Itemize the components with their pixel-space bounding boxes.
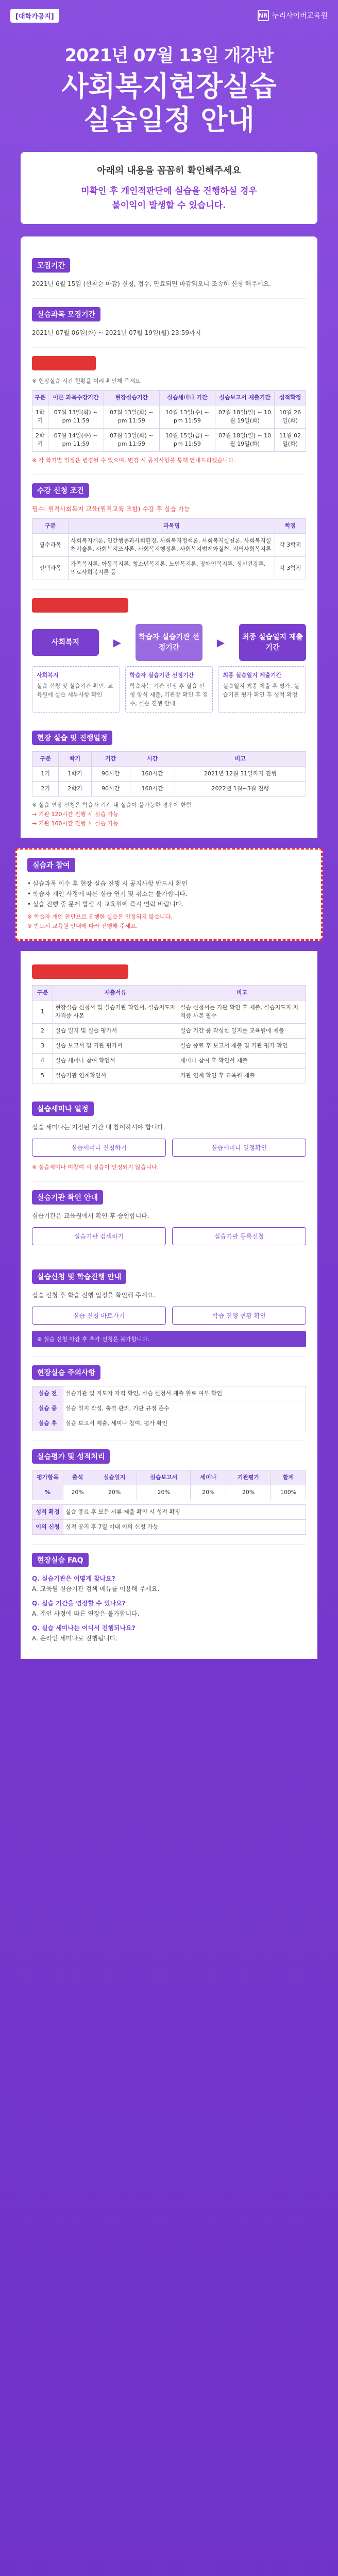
table-cell: 20%	[63, 1485, 92, 1500]
table-cell: 1기	[32, 767, 59, 782]
table-cell: 실습 전	[32, 1386, 63, 1401]
faq-item	[32, 1623, 306, 1643]
section-title: 과목기간 및 일정	[32, 356, 96, 370]
table-row	[32, 782, 306, 796]
progress-button[interactable]: 학습 진행 현황 확인	[172, 1307, 306, 1325]
table-row	[32, 1520, 306, 1535]
table-cell: 실습 보고서 제출, 세미나 참여, 평가 확인	[63, 1416, 306, 1431]
highlight-note: ※ 학습자 개인 판단으로 진행한 실습은 인정되지 않습니다.	[27, 913, 173, 920]
table-header: 성적확정	[275, 391, 306, 405]
table-cell: 실습기관 및 지도자 자격 확인, 실습 신청서 제출 완료 여부 확인	[63, 1386, 306, 1401]
table-cell: 선택과목	[32, 557, 69, 580]
section-practice-schedule	[32, 722, 306, 838]
table-cell: 1	[32, 1001, 53, 1024]
table-cell: 2학기	[59, 782, 91, 796]
institution-register-button[interactable]: 실습기관 등록신청	[172, 1227, 306, 1245]
highlight-line: • 실습과목 이수 후 현장 실습 진행 시 공지사항 반드시 확인	[27, 878, 311, 889]
table-cell: 07월 18일(일) ~ 10월 19일(화)	[215, 429, 275, 452]
notice-tag: [대학가공지]	[10, 9, 59, 23]
process-note-title: 사회복지	[37, 672, 59, 679]
table-cell: 사회복지개론, 인간행동과사회환경, 사회복지정책론, 사회복지실천론, 사회복지실천기술론, 사회복지조사론, 사회복지행정론, 사회복지법제와실천, 지역사회복지론	[69, 534, 275, 557]
apply-bar: ※ 실습 신청 마감 후 추가 신청은 불가합니다.	[32, 1331, 306, 1347]
table-cell: 10월 15일(금) ~ pm 11:59	[159, 429, 215, 452]
process-step: 최종 실습일지 제출기간	[239, 624, 306, 661]
section-caption: ※ 현장실습 시간 현황을 미리 확인해 주세요	[32, 378, 141, 384]
practice-table	[32, 751, 306, 796]
section-seminar	[32, 1093, 306, 1182]
section-details	[32, 956, 306, 1093]
seminar-note: ※ 실습세미나 미참여 시 실습이 인정되지 않습니다.	[32, 1164, 159, 1171]
table-header: 과목명	[69, 519, 275, 534]
table-row	[32, 1401, 306, 1416]
table-cell: 5	[32, 1069, 53, 1083]
section-text: 2021년 6월 15일 (선착순 마감) 신청, 접수, 만료되면 마감되오니 조속히 신청 해주세요.	[32, 280, 271, 287]
table-cell: 07월 13일(화) ~ pm 11:59	[48, 405, 104, 429]
table-header: 평가항목	[32, 1470, 63, 1485]
table-cell: 20%	[226, 1485, 271, 1500]
seminar-buttons	[32, 1139, 306, 1157]
table-cell: 2학기	[32, 429, 48, 452]
section-text: 2021년 07월 06일(화) ~ 2021년 07월 19일(월) 23:59까지	[32, 329, 201, 336]
table-row	[32, 767, 306, 782]
process-note-text: 학습자는 기관 선정 후 실습 신청 양식 제출, 기관장 확인 후 접수, 실습 진행 안내	[129, 683, 208, 707]
table-cell: 1학기	[32, 405, 48, 429]
section-title: 현장실습 FAQ	[32, 1553, 89, 1567]
seminar-schedule-button[interactable]: 실습세미나 일정확인	[172, 1139, 306, 1157]
table-cell: 2기	[32, 782, 59, 796]
faq-answer: A. 온라인 세미나로 진행됩니다.	[32, 1635, 118, 1642]
faq-item	[32, 1573, 306, 1594]
table-cell: 20%	[137, 1485, 191, 1500]
table-cell: 실습 종료 후 모든 서류 제출 확인 시 성적 확정	[63, 1505, 306, 1520]
practice-note: ※ 실습 연장 신청은 학습자 기간 내 실습이 불가능한 경우에 한함	[32, 802, 192, 808]
table-cell: 각 3학점	[275, 534, 306, 557]
section-apply	[32, 1261, 306, 1357]
table-cell: 성적 확정	[32, 1505, 63, 1520]
table-cell: 이의 신청	[32, 1520, 63, 1535]
process-note-text: 실습 신청 및 실습기관 확인, 교육원에 실습 세부사항 확인	[37, 683, 113, 698]
schedule-table	[32, 390, 306, 452]
process-note	[218, 666, 306, 713]
table-cell: 20%	[191, 1485, 226, 1500]
section-title: 모집기간	[32, 258, 70, 273]
table-header: 기간	[91, 752, 130, 767]
table-row	[32, 557, 306, 580]
section-text: 필수: 원격사회복지 교육(원격교육 포함) 수강 후 실습 가능	[32, 505, 190, 513]
table-cell: 실습 종료 후 보고서 제출 및 기관 평가 확인	[178, 1039, 306, 1054]
section-title: 실습평가 및 성적처리	[32, 1449, 110, 1464]
table-cell: 3	[32, 1039, 53, 1054]
table-cell: 실습 보고서 및 기관 평가서	[53, 1039, 178, 1054]
table-cell: 10월 13일(수) ~ pm 11:59	[159, 405, 215, 429]
table-row	[32, 1054, 306, 1069]
apply-buttons	[32, 1307, 306, 1325]
detail-card	[21, 951, 317, 1659]
notice-box	[21, 152, 317, 224]
table-header: 출석	[63, 1470, 92, 1485]
faq-question: Q. 실습 세미나는 어디서 진행되나요?	[32, 1624, 136, 1632]
table-cell: 2	[32, 1024, 53, 1039]
table-cell: %	[32, 1485, 63, 1500]
process-step: 학습자 실습기관 선정기간	[136, 624, 202, 661]
section-cautions	[32, 1357, 306, 1441]
table-row	[32, 1039, 306, 1054]
table-cell: 각 3학점	[275, 557, 306, 580]
section-title: 현장실습 주의사항	[32, 1365, 100, 1380]
table-header: 실습보고서	[137, 1470, 191, 1485]
process-flow	[32, 624, 306, 661]
table-cell: 160시간	[130, 767, 175, 782]
section-text: 실습기관은 교육원에서 확인 후 승인합니다.	[32, 1212, 149, 1219]
grading-table	[32, 1470, 306, 1500]
hero	[0, 31, 338, 137]
table-cell: 필수과목	[32, 534, 69, 557]
table-cell: 실습 일지 및 실습 평가서	[53, 1024, 178, 1039]
table-header: 구분	[32, 986, 53, 1001]
faq-item	[32, 1598, 306, 1619]
section-title: 실습기관 확인 안내	[32, 1190, 103, 1205]
section-title: 실습과목 모집기간	[32, 307, 100, 321]
notice-line-2b: 불이익이 발생할 수 있습니다.	[112, 200, 226, 211]
table-header: 시간	[130, 752, 175, 767]
table-row	[32, 534, 306, 557]
table-header: 실습세미나 기간	[159, 391, 215, 405]
table-cell: 실습 기간 중 작성한 일지를 교육원에 제출	[178, 1024, 306, 1039]
process-note-title: 학습자 실습기관 선정기간	[129, 672, 194, 679]
table-cell: 160시간	[130, 782, 175, 796]
table-cell: 성적 공지 후 7일 이내 이의 신청 가능	[63, 1520, 306, 1535]
arrow-right-icon: ▶	[216, 636, 225, 649]
section-title: 사회복지현장실습 세부사항	[32, 964, 128, 979]
table-header: 비고	[175, 752, 306, 767]
schedule-note: ※ 각 학기별 일정은 변경될 수 있으며, 변경 시 공지사항을 통해 안내드리겠습니다.	[32, 457, 235, 464]
table-cell: 실습 일지 작성, 출결 관리, 기관 규정 준수	[63, 1401, 306, 1416]
highlight-line: • 실습 진행 중 문제 발생 시 교육원에 즉시 연락 바랍니다.	[27, 899, 311, 909]
section-title: 실습세미나 일정	[32, 1101, 94, 1116]
table-header: 학기	[59, 752, 91, 767]
process-note-text: 실습일지 최종 제출 후 평가, 실습기관 평가 확인 후 성적 확정	[223, 683, 299, 698]
highlight-card	[15, 848, 323, 941]
process-note	[125, 666, 213, 713]
table-header: 구분	[32, 519, 69, 534]
section-course-period	[32, 299, 306, 348]
table-header: 이론 과목수강기간	[48, 391, 104, 405]
table-header: 현장실습기간	[104, 391, 159, 405]
table-cell: 실습기관 연계확인서	[53, 1069, 178, 1083]
practice-note: → 기관 120시간 진행 시 실습 가능	[32, 811, 119, 818]
table-row	[32, 1001, 306, 1024]
hero-title-1: 사회복지현장실습	[61, 70, 277, 103]
section-institution	[32, 1182, 306, 1261]
table-cell: 실습 중	[32, 1401, 63, 1416]
table-cell: 07월 18일(일) ~ 10월 19일(화)	[215, 405, 275, 429]
practice-note: → 기관 160시간 진행 시 실습 가능	[32, 820, 119, 827]
conditions-table	[32, 518, 306, 580]
table-row	[32, 1485, 306, 1500]
table-cell: 기관 연계 확인 후 교육원 제출	[178, 1069, 306, 1083]
table-header: 합계	[271, 1470, 306, 1485]
section-conditions	[32, 475, 306, 590]
table-cell: 2022년 1월~3월 진행	[175, 782, 306, 796]
process-note	[32, 666, 120, 713]
table-header: 구분	[32, 752, 59, 767]
process-step: 사회복지	[32, 629, 99, 656]
table-header: 학점	[275, 519, 306, 534]
section-process	[32, 590, 306, 722]
table-cell: 실습 신청서는 기관 확인 후 제출, 실습지도자 자격증 사본 필수	[178, 1001, 306, 1024]
table-cell: 20%	[92, 1485, 137, 1500]
faq-answer: A. 교육원 실습기관 검색 메뉴를 이용해 주세요.	[32, 1585, 160, 1592]
table-header: 구분	[32, 391, 48, 405]
topbar	[0, 0, 338, 31]
faq-question: Q. 실습기관은 어떻게 찾나요?	[32, 1575, 115, 1582]
section-title: 실습과 참여	[27, 858, 75, 872]
section-text: 실습 세미나는 지정된 기간 내 참여하셔야 합니다.	[32, 1124, 165, 1131]
section-title: 수강 신청 조건	[32, 483, 89, 498]
institution-search-button[interactable]: 실습기관 검색하기	[32, 1227, 166, 1245]
institution-buttons	[32, 1227, 306, 1245]
table-cell: 07월 13일(화) ~ pm 11:59	[104, 405, 159, 429]
process-notes	[32, 666, 306, 713]
table-header: 제출서류	[53, 986, 178, 1001]
section-title: 실습신청 및 학습진행 안내	[32, 1269, 126, 1284]
table-header: 실습보고서 제출기간	[215, 391, 275, 405]
apply-button[interactable]: 실습 신청 바로가기	[32, 1307, 166, 1325]
table-cell: 세미나 참여 후 확인서 제출	[178, 1054, 306, 1069]
table-cell: 실습 후	[32, 1416, 63, 1431]
table-cell: 100%	[271, 1485, 306, 1500]
table-header: 기관평가	[226, 1470, 271, 1485]
table-cell: 4	[32, 1054, 53, 1069]
hero-date: 2021년 07월 13일 개강반	[64, 45, 274, 66]
table-header: 실습일지	[92, 1470, 137, 1485]
table-cell: 11월 02일(화)	[275, 429, 306, 452]
process-note-title: 최종 실습일지 제출기간	[223, 672, 282, 679]
table-row	[32, 405, 306, 429]
section-title: 현장 실습 및 진행일정	[32, 731, 112, 745]
logo-icon: NR	[258, 10, 269, 21]
table-cell: 10월 26일(화)	[275, 405, 306, 429]
faq-answer: A. 개인 사정에 따른 연장은 불가합니다.	[32, 1610, 140, 1617]
notice-line-2a: 미확인 후 개인적판단에 실습을 진행하실 경우	[81, 186, 257, 196]
section-recruit	[32, 250, 306, 299]
brand-name: 누리사이버교육원	[272, 12, 328, 20]
table-cell: 가족복지론, 아동복지론, 청소년복지론, 노인복지론, 장애인복지론, 정신건강론, 의료사회복지론 등	[69, 557, 275, 580]
table-row	[32, 1024, 306, 1039]
table-cell: 90시간	[91, 767, 130, 782]
table-cell: 1학기	[59, 767, 91, 782]
table-cell: 90시간	[91, 782, 130, 796]
highlight-note: ※ 반드시 교육원 안내에 따라 진행해 주세요.	[27, 923, 138, 929]
section-grading	[32, 1441, 306, 1545]
section-text: 실습 신청 후 학습 진행 일정을 확인해 주세요.	[32, 1292, 156, 1299]
main-card	[21, 236, 317, 838]
table-header: 비고	[178, 986, 306, 1001]
notice-line-1: 아래의 내용을 꼼꼼히 확인해주세요	[97, 165, 241, 176]
table-cell: 실습 세미나 참여 확인서	[53, 1054, 178, 1069]
table-cell: 현장실습 신청서 및 실습기관 확인서, 실습지도자 자격증 사본	[53, 1001, 178, 1024]
grading-rules-table	[32, 1504, 306, 1535]
hero-title-2: 실습일정 안내	[83, 104, 255, 136]
table-row	[32, 1386, 306, 1401]
details-table	[32, 985, 306, 1083]
section-faq	[32, 1545, 306, 1659]
seminar-apply-button[interactable]: 실습세미나 신청하기	[32, 1139, 166, 1157]
highlight-line: • 학습자 개인 사정에 따른 실습 연기 및 취소는 불가합니다.	[27, 889, 311, 899]
arrow-right-icon: ▶	[113, 636, 122, 649]
brand[interactable]	[258, 10, 328, 21]
table-cell: 07월 14일(수) ~ pm 11:59	[48, 429, 104, 452]
table-row	[32, 1416, 306, 1431]
table-cell: 07월 13일(화) ~ pm 11:59	[104, 429, 159, 452]
faq-question: Q. 실습 기간을 연장할 수 있나요?	[32, 1600, 126, 1607]
table-row	[32, 1505, 306, 1520]
table-row	[32, 1069, 306, 1083]
section-title: 사회복지현장실습 진행절차	[32, 598, 128, 613]
table-cell: 2021년 12월 31일까지 진행	[175, 767, 306, 782]
cautions-table	[32, 1386, 306, 1431]
table-row	[32, 429, 306, 452]
section-schedule	[32, 348, 306, 475]
table-header: 세미나	[191, 1470, 226, 1485]
